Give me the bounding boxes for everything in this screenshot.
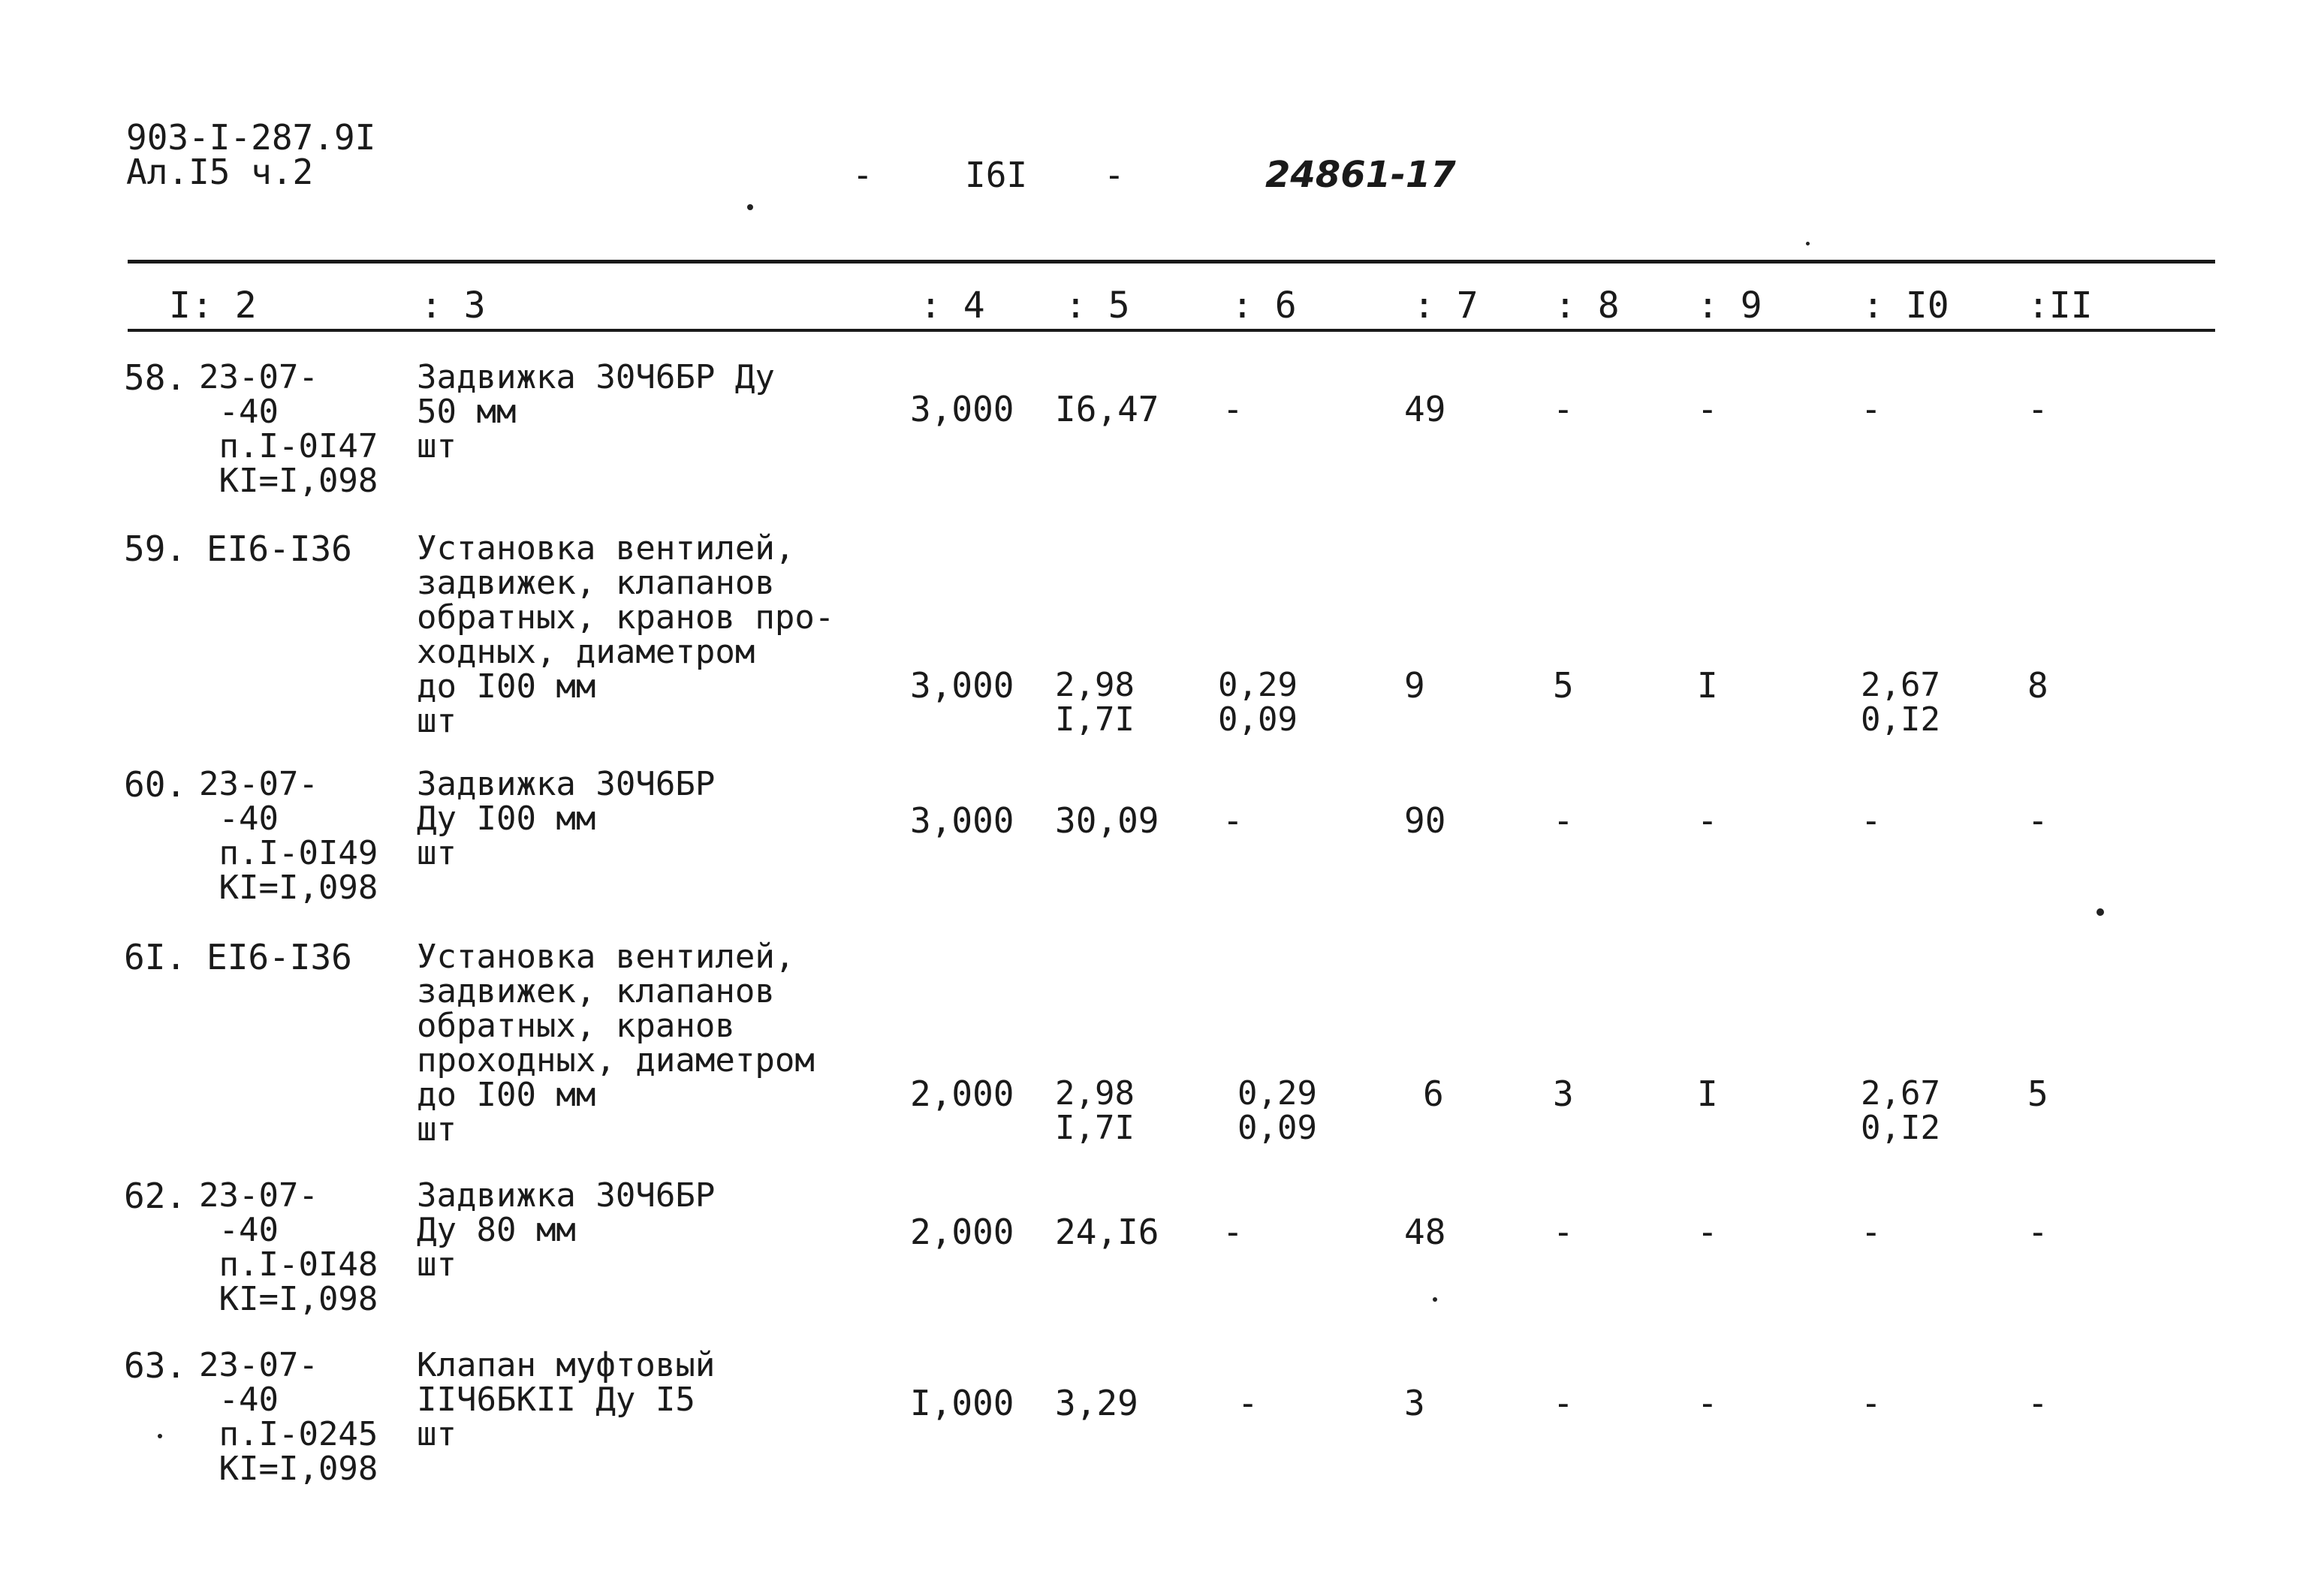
row-col6: 0,29 0,09 (1218, 666, 1298, 739)
row-quantity: 3,000 (910, 665, 1014, 706)
row-code: 23-07- -40 п.I-0I48 КI=I,098 (199, 1176, 378, 1318)
column-header-4: : 4 (920, 285, 985, 327)
row-col8: - (1553, 800, 1574, 841)
row-col9: - (1697, 389, 1718, 429)
page-number: I6I (965, 155, 1028, 195)
row-col6: 0,29 0,09 (1237, 1074, 1317, 1147)
document-code: 903-I-287.9I (126, 117, 376, 158)
row-col11: 8 (2027, 665, 2048, 706)
row-col7: 49 (1404, 389, 1446, 429)
row-code: 23-07- -40 п.I-0I47 КI=I,098 (199, 358, 378, 500)
row-col5: 3,29 (1055, 1383, 1138, 1423)
row-col11: - (2027, 1383, 2048, 1423)
row-number: 63. (124, 1345, 187, 1386)
row-col6: - (1222, 800, 1243, 841)
row-description: Задвижка 30Ч6БР Ду 50 мм шт (417, 358, 775, 465)
row-col7: 6 (1423, 1074, 1444, 1114)
row-col11: - (2027, 800, 2048, 841)
row-col8: - (1553, 1383, 1574, 1423)
row-description: Установка вентилей, задвижек, клапанов обратных, кранов про- ходных, диаметром до I00 мм шт (417, 529, 835, 740)
row-col7: 48 (1404, 1212, 1446, 1252)
column-header-8: : 8 (1554, 285, 1620, 327)
row-col10: 2,67 0,I2 (1861, 1074, 1940, 1147)
row-col8: 5 (1553, 665, 1574, 706)
row-col7: 9 (1404, 665, 1425, 706)
row-col10: - (1861, 389, 1882, 429)
row-quantity: 3,000 (910, 800, 1014, 841)
row-col5: 24,I6 (1055, 1212, 1159, 1252)
table-top-rule (128, 260, 2215, 263)
row-col9: I (1697, 665, 1718, 706)
row-number: 6I. (124, 937, 187, 977)
row-col11: - (2027, 1212, 2048, 1252)
row-col9: - (1697, 1383, 1718, 1423)
column-header-10: : I0 (1862, 285, 1949, 327)
row-col7: 90 (1404, 800, 1446, 841)
row-col11: 5 (2027, 1074, 2048, 1114)
page-dash-left: - (852, 155, 873, 195)
row-col10: - (1861, 1383, 1882, 1423)
row-number: 58. (124, 357, 187, 398)
column-header-11: :II (2027, 285, 2093, 327)
row-quantity: 2,000 (910, 1212, 1014, 1252)
row-code: 23-07- -40 п.I-0I49 КI=I,098 (199, 765, 378, 907)
column-header-6: : 6 (1231, 285, 1297, 327)
row-quantity: I,000 (910, 1383, 1014, 1423)
page-dash-right: - (1104, 155, 1125, 195)
row-code: EI6-I36 (206, 528, 352, 569)
row-col10: - (1861, 1212, 1882, 1252)
row-code: EI6-I36 (206, 937, 352, 977)
scan-speck (1806, 242, 1810, 245)
row-col6: - (1222, 389, 1243, 429)
row-col5: 30,09 (1055, 800, 1159, 841)
column-header-9: : 9 (1697, 285, 1762, 327)
row-description: Задвижка 30Ч6БР Ду 80 мм шт (417, 1176, 716, 1284)
row-quantity: 3,000 (910, 389, 1014, 429)
scan-speck (747, 204, 753, 210)
row-col5: 2,98 I,7I (1055, 1074, 1135, 1147)
row-col6: - (1222, 1212, 1243, 1252)
column-header-5: : 5 (1065, 285, 1130, 327)
row-quantity: 2,000 (910, 1074, 1014, 1114)
row-description: Установка вентилей, задвижек, клапанов обратных, кранов проходных, диаметром до I00 мм шт (417, 938, 815, 1149)
scan-speck (158, 1434, 162, 1438)
row-description: Задвижка 30Ч6БР Ду I00 мм шт (417, 765, 716, 872)
row-col7: 3 (1404, 1383, 1425, 1423)
row-number: 62. (124, 1176, 187, 1216)
album-reference: Ал.I5 ч.2 (126, 152, 314, 192)
row-col10: - (1861, 800, 1882, 841)
column-header-2: : 2 (191, 285, 257, 327)
scan-speck (2097, 908, 2104, 916)
row-col5: 2,98 I,7I (1055, 666, 1135, 739)
row-col10: 2,67 0,I2 (1861, 666, 1940, 739)
scan-speck (1433, 1297, 1437, 1302)
row-number: 60. (124, 764, 187, 805)
row-col9: I (1697, 1074, 1718, 1114)
row-code: 23-07- -40 п.I-0245 КI=I,098 (199, 1346, 378, 1488)
row-col6: - (1237, 1383, 1259, 1423)
row-description: Клапан муфтовый IIЧ6БКII Ду I5 шт (417, 1346, 716, 1453)
row-col9: - (1697, 1212, 1718, 1252)
row-col5: I6,47 (1055, 389, 1159, 429)
column-header-7: : 7 (1413, 285, 1479, 327)
row-col8: - (1553, 389, 1574, 429)
column-header-1: I (169, 285, 191, 327)
row-col9: - (1697, 800, 1718, 841)
row-col11: - (2027, 389, 2048, 429)
archive-stamp: 24861-17 (1265, 154, 1456, 196)
column-header-3: : 3 (421, 285, 486, 327)
row-number: 59. (124, 528, 187, 569)
table-header-rule (128, 329, 2215, 332)
row-col8: 3 (1553, 1074, 1574, 1114)
row-col8: - (1553, 1212, 1574, 1252)
